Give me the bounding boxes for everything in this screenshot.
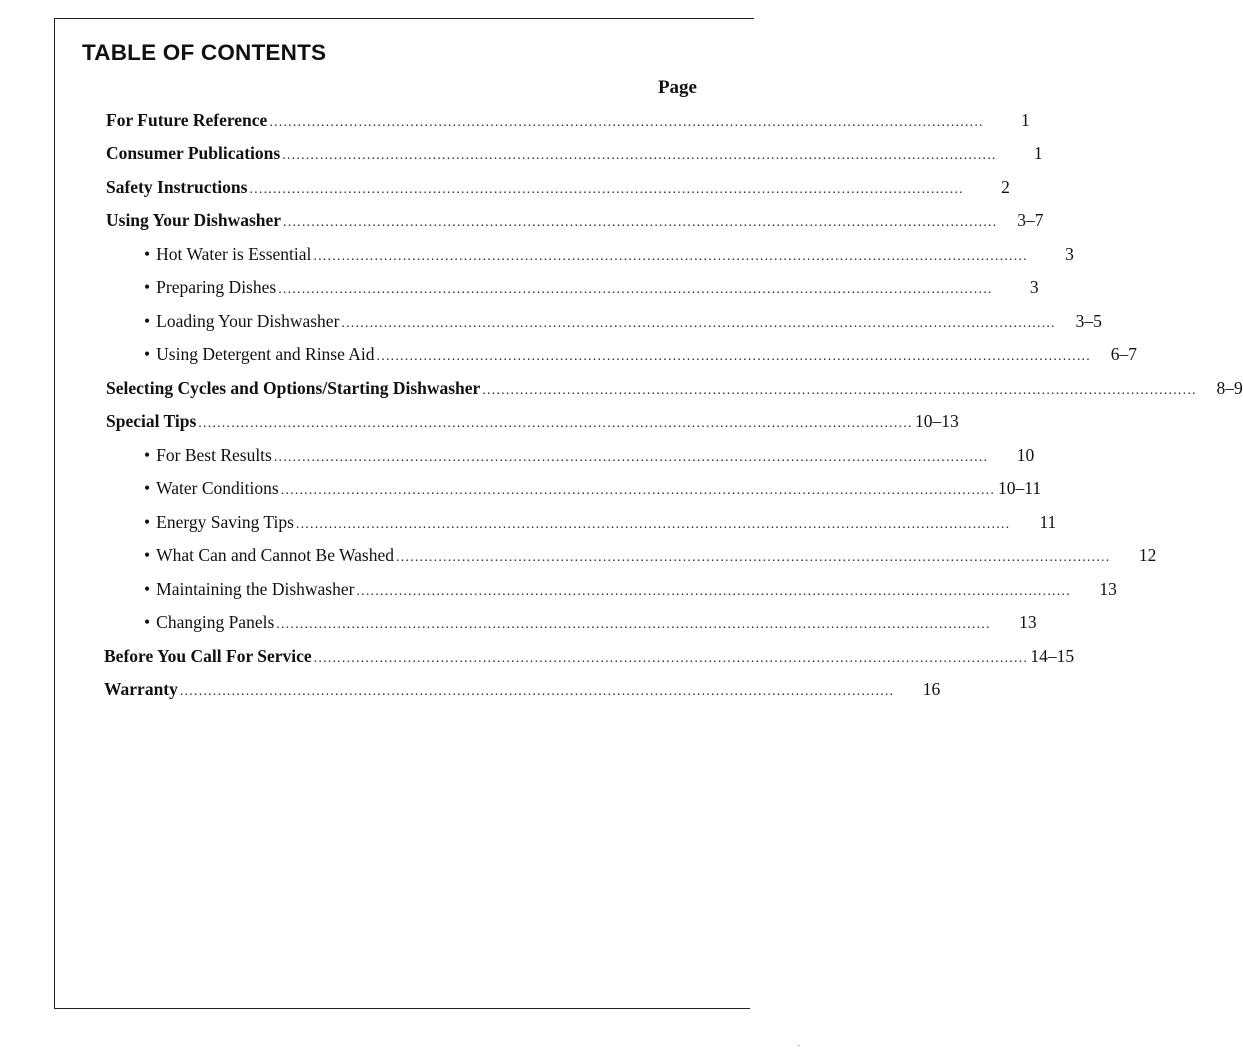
dot-leader: ........................................................................................................................................................	[482, 383, 1197, 398]
toc-entry-label: Before You Call For Service	[104, 646, 312, 666]
dot-leader: ........................................................................................................................................................	[376, 349, 1091, 364]
toc-entry-label: For Future Reference	[106, 110, 268, 130]
toc-subentry	[144, 308, 1102, 334]
toc-entry-page: 12	[1138, 545, 1157, 565]
toc-entry-page: 8–9	[1216, 378, 1243, 398]
dot-leader: ........................................................................................................................................................	[273, 450, 989, 465]
toc-entry-label: Water Conditions	[156, 478, 279, 498]
toc-subentry	[144, 442, 1035, 468]
dot-leader: ........................................................................................................................................................	[198, 416, 913, 431]
toc-entry-label: Energy Saving Tips	[156, 512, 294, 532]
dot-leader: ........................................................................................................................................................	[283, 215, 998, 230]
toc-subentry	[144, 274, 1039, 300]
toc-entry-page: 6–7	[1110, 344, 1137, 364]
toc-subentry	[144, 509, 1057, 535]
bullet-icon: •	[144, 344, 151, 364]
bullet-icon: •	[144, 311, 151, 331]
toc-entry-page: 1	[1020, 110, 1030, 130]
toc-entry-page: 2	[1001, 177, 1010, 197]
dot-leader: ........................................................................................................................................................	[282, 148, 997, 163]
toc-entry	[106, 140, 1043, 166]
toc-entry-label: Using Detergent and Rinse Aid	[156, 344, 375, 364]
dot-leader: ........................................................................................................................................................	[396, 550, 1111, 565]
toc-subentry	[144, 241, 1074, 267]
toc-entry-label: Loading Your Dishwasher	[156, 311, 340, 331]
page-title: TABLE OF CONTENTS	[82, 40, 327, 65]
scan-speck	[798, 1045, 800, 1046]
bullet-icon: •	[144, 244, 151, 264]
bullet-icon: •	[144, 478, 151, 498]
toc-entry-label: Safety Instructions	[106, 177, 248, 197]
frame-left-rule	[54, 18, 55, 1009]
toc-entry	[106, 107, 1030, 133]
toc-entry	[106, 207, 1044, 233]
toc-subentry	[144, 542, 1157, 568]
dot-leader: ........................................................................................................................................................	[313, 249, 1028, 264]
toc-entry	[106, 174, 1010, 200]
toc-entry-page: 11	[1039, 512, 1057, 532]
toc-entry-label: Using Your Dishwasher	[106, 210, 282, 230]
toc-entry-page: 3–7	[1017, 210, 1044, 230]
toc-entry-label: Changing Panels	[156, 612, 275, 632]
toc-entry-page: 14–15	[1030, 646, 1075, 666]
bullet-icon: •	[144, 445, 151, 465]
toc-entry-page: 3	[1029, 277, 1039, 297]
toc-entry-page: 10	[1016, 445, 1035, 465]
dot-leader: ........................................................................................................................................................	[278, 282, 993, 297]
toc-subentry	[144, 341, 1137, 367]
toc-entry-label: Special Tips	[106, 411, 197, 431]
dot-leader: ........................................................................................................................................................	[341, 316, 1056, 331]
toc-entry-page: 13	[1019, 612, 1037, 632]
toc-entry-page: 16	[922, 679, 941, 699]
dot-leader: ........................................................................................................................................................	[356, 584, 1071, 599]
toc-entry	[106, 375, 1243, 401]
toc-entry	[106, 408, 959, 434]
toc-entry-label: Preparing Dishes	[156, 277, 277, 297]
toc-entry-label: What Can and Cannot Be Washed	[156, 545, 395, 565]
toc-entry	[104, 676, 941, 702]
frame-bottom-rule	[54, 1008, 750, 1009]
toc-entry-page: 13	[1099, 579, 1117, 599]
dot-leader: ........................................................................................................................................................	[249, 182, 964, 197]
dot-leader: ........................................................................................................................................................	[269, 115, 984, 130]
toc-entry-label: Warranty	[104, 679, 178, 699]
bullet-icon: •	[144, 579, 151, 599]
toc-subentry	[144, 475, 1042, 501]
toc-entry-page: 10–11	[997, 478, 1042, 498]
dot-leader: ........................................................................................................................................................	[179, 684, 895, 699]
page-column-header: Page	[657, 77, 697, 98]
toc-entry-label: For Best Results	[156, 445, 272, 465]
frame-top-rule	[54, 18, 754, 19]
bullet-icon: •	[144, 277, 151, 297]
toc-entry-label: Hot Water is Essential	[156, 244, 312, 264]
dot-leader: ........................................................................................................................................................	[276, 617, 991, 632]
toc-entry-label: Consumer Publications	[106, 143, 281, 163]
toc-entry-page: 1	[1033, 143, 1043, 163]
bullet-icon: •	[144, 545, 151, 565]
dot-leader: ........................................................................................................................................................	[280, 483, 996, 498]
toc-subentry	[144, 609, 1037, 635]
bullet-icon: •	[144, 612, 151, 632]
bullet-icon: •	[144, 512, 151, 532]
toc-entry-label: Maintaining the Dishwasher	[156, 579, 355, 599]
toc-subentry	[144, 576, 1117, 602]
dot-leader: ........................................................................................................................................................	[295, 517, 1011, 532]
toc-entry-page: 3	[1065, 244, 1074, 264]
toc-entry	[104, 643, 1075, 669]
toc-entry-page: 10–13	[914, 411, 959, 431]
toc-entry-page: 3–5	[1075, 311, 1102, 331]
toc-entry-label: Selecting Cycles and Options/Starting Dishwasher	[106, 378, 481, 398]
dot-leader: ........................................................................................................................................................	[313, 651, 1029, 666]
